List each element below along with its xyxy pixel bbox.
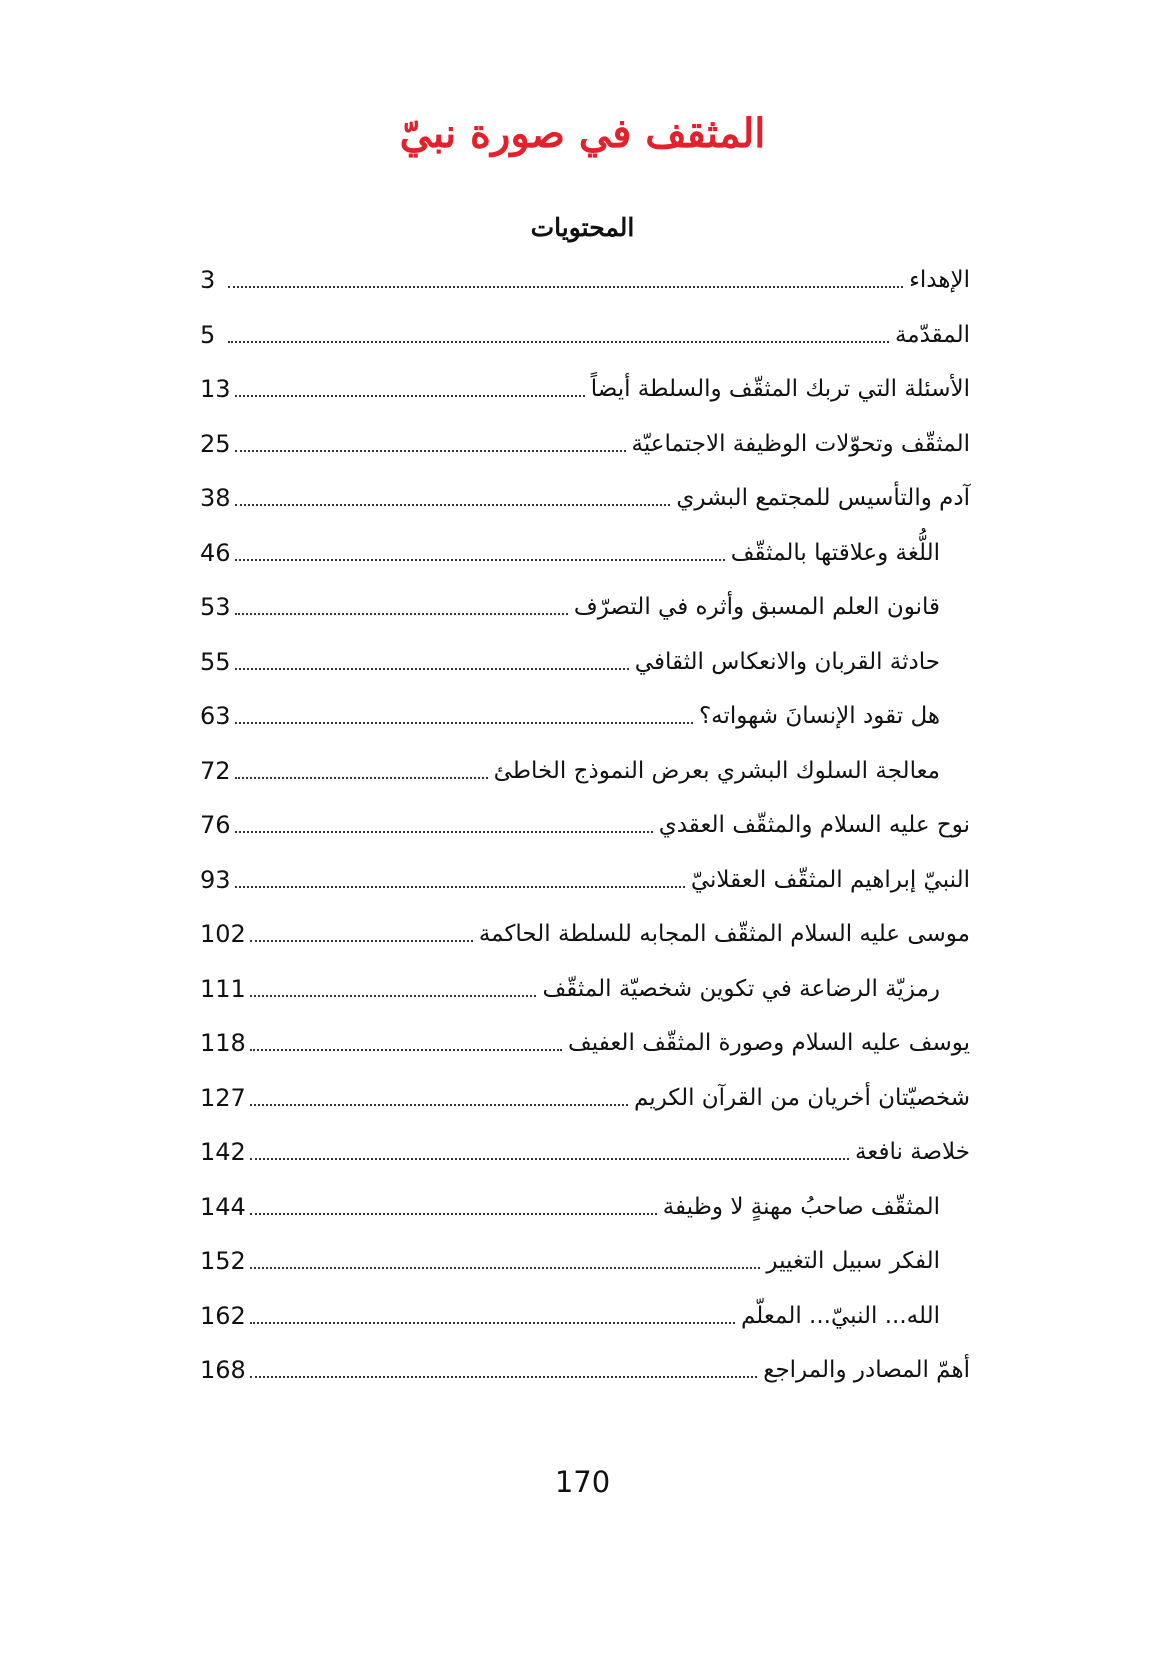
dot-leader	[228, 341, 889, 343]
toc-entry[interactable]	[200, 417, 970, 472]
table-of-contents	[200, 253, 970, 1398]
toc-entry-page: 111	[200, 974, 246, 1003]
toc-entry[interactable]	[200, 635, 970, 690]
toc-entry-page: 102	[200, 920, 246, 949]
toc-entry-page: 55	[200, 647, 231, 676]
toc-entry-title: اللُّغة وعلاقتها بالمثقّف	[730, 539, 940, 566]
toc-entry-title: الأسئلة التي تربك المثقّف والسلطة أيضاً	[590, 376, 970, 403]
toc-entry-title: الإهداء	[909, 267, 970, 294]
toc-entry[interactable]	[200, 1125, 970, 1180]
toc-entry-page: 63	[200, 702, 231, 731]
toc-entry-page: 38	[200, 484, 231, 513]
toc-entry-page: 127	[200, 1083, 246, 1112]
toc-entry-page: 168	[200, 1356, 246, 1385]
toc-entry-page: 93	[200, 865, 231, 894]
toc-entry-title: أهمّ المصادر والمراجع	[763, 1357, 970, 1384]
dot-leader	[228, 286, 903, 288]
dot-leader	[250, 1158, 849, 1160]
toc-entry[interactable]	[200, 1180, 970, 1235]
toc-entry[interactable]	[200, 1071, 970, 1126]
toc-entry[interactable]	[200, 362, 970, 417]
toc-entry-title: المقدّمة	[894, 321, 970, 348]
toc-entry-page: 72	[200, 756, 231, 785]
dot-leader	[250, 1267, 761, 1269]
toc-entry[interactable]	[200, 253, 970, 308]
toc-entry-page: 3	[200, 266, 216, 295]
dot-leader	[235, 831, 653, 833]
toc-entry-title: المثقّف وتحوّلات الوظيفة الاجتماعيّة	[631, 430, 970, 457]
dot-leader	[235, 559, 725, 561]
toc-entry-title: المثقّف صاحبُ مهنةٍ لا وظيفة	[662, 1193, 940, 1220]
toc-entry-title: الله... النبيّ... المعلّم	[741, 1302, 940, 1329]
toc-entry[interactable]	[200, 962, 970, 1017]
toc-entry[interactable]	[200, 744, 970, 799]
toc-entry-title: رمزيّة الرضاعة في تكوين شخصيّة المثقّف	[542, 975, 940, 1002]
toc-entry[interactable]	[200, 853, 970, 908]
toc-entry-page: 76	[200, 811, 231, 840]
dot-leader	[250, 1213, 657, 1215]
toc-entry[interactable]	[200, 1343, 970, 1398]
dot-leader	[235, 504, 671, 506]
toc-entry[interactable]	[200, 798, 970, 853]
toc-entry-page: 5	[200, 320, 216, 349]
toc-entry-title: قانون العلم المسبق وأثره في التصرّف	[573, 594, 940, 621]
toc-entry-title: معالجة السلوك البشري بعرض النموذج الخاطئ	[493, 757, 940, 784]
toc-entry[interactable]	[200, 580, 970, 635]
toc-entry[interactable]	[200, 1289, 970, 1344]
toc-entry-title: النبيّ إبراهيم المثقّف العقلانيّ	[690, 866, 970, 893]
dot-leader	[235, 722, 693, 724]
dot-leader	[235, 886, 685, 888]
toc-entry-title: هل تقود الإنسانَ شهواته؟	[698, 703, 940, 730]
dot-leader	[250, 1376, 757, 1378]
dot-leader	[235, 395, 585, 397]
dot-leader	[250, 1322, 735, 1324]
dot-leader	[235, 668, 629, 670]
toc-entry-title: شخصيّتان أخريان من القرآن الكريم	[633, 1084, 970, 1111]
toc-entry[interactable]	[200, 471, 970, 526]
dot-leader	[250, 1104, 628, 1106]
toc-entry-title: نوح عليه السلام والمثقّف العقدي	[658, 812, 970, 839]
toc-entry-page: 162	[200, 1301, 246, 1330]
contents-heading: المحتويات	[530, 213, 635, 242]
toc-entry-title: آدم والتأسيس للمجتمع البشري	[676, 485, 970, 512]
toc-entry-title: خلاصة نافعة	[855, 1139, 970, 1166]
book-title: المثقف في صورة نبيّ	[399, 110, 766, 157]
page-number: 170	[554, 1465, 611, 1499]
toc-entry-title: موسى عليه السلام المثقّف المجابه للسلطة الحاكمة	[478, 921, 970, 948]
toc-entry[interactable]	[200, 907, 970, 962]
toc-entry-page: 152	[200, 1247, 246, 1276]
toc-entry[interactable]	[200, 689, 970, 744]
toc-entry-page: 142	[200, 1138, 246, 1167]
toc-entry-page: 118	[200, 1029, 246, 1058]
toc-entry-page: 144	[200, 1192, 246, 1221]
dot-leader	[250, 940, 473, 942]
toc-entry-page: 13	[200, 375, 231, 404]
dot-leader	[250, 1049, 562, 1051]
toc-entry-title: الفكر سبيل التغيير	[766, 1248, 940, 1275]
dot-leader	[235, 450, 626, 452]
dot-leader	[235, 777, 488, 779]
toc-entry[interactable]	[200, 526, 970, 581]
dot-leader	[235, 613, 568, 615]
toc-entry[interactable]	[200, 1016, 970, 1071]
toc-entry-title: يوسف عليه السلام وصورة المثقّف العفيف	[567, 1030, 970, 1057]
dot-leader	[250, 995, 537, 997]
toc-entry-page: 53	[200, 593, 231, 622]
toc-entry[interactable]	[200, 308, 970, 363]
toc-entry-page: 25	[200, 429, 231, 458]
toc-entry-page: 46	[200, 538, 231, 567]
toc-entry[interactable]	[200, 1234, 970, 1289]
toc-entry-title: حادثة القربان والانعكاس الثقافي	[634, 648, 940, 675]
